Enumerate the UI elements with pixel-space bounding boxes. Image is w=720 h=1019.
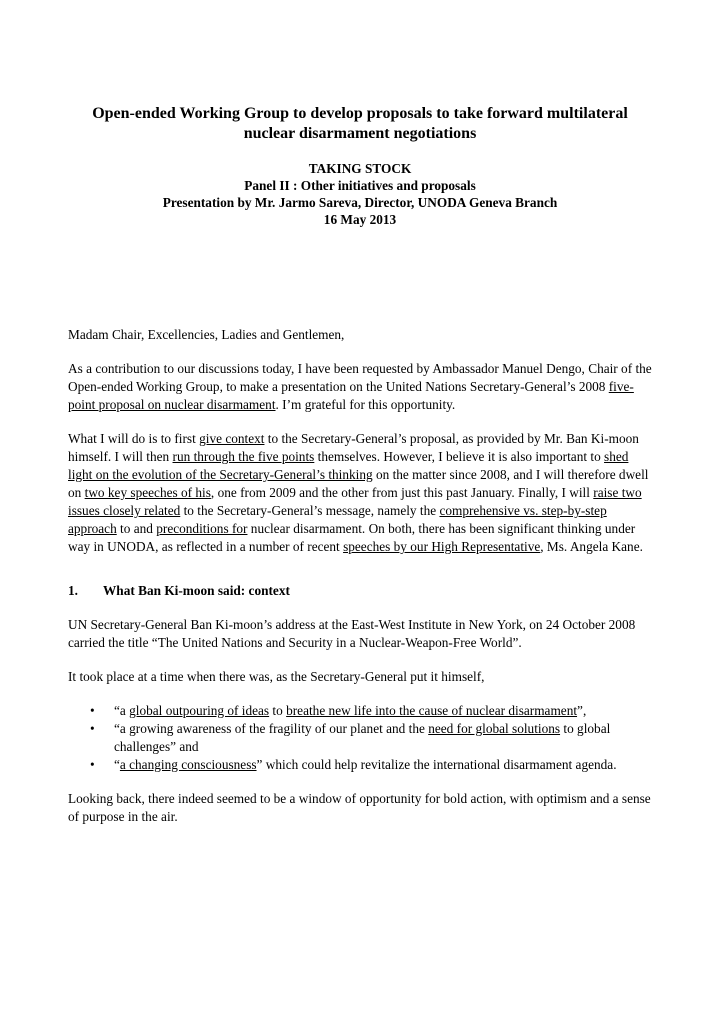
presenter-line: Presentation by Mr. Jarmo Sareva, Director, UNODA Geneva Branch <box>162 195 558 210</box>
list-item: • “a growing awareness of the fragility of our planet and the need for global solutions to global challenges” and <box>114 720 652 756</box>
section-paragraph: UN Secretary-General Ban Ki-moon’s address at the East-West Institute in New York, on 24 October 2008 carried the title “The United Nations and Security in a Nuclear-Weapon-Free World”. <box>68 617 636 650</box>
title-line-2: nuclear disarmament negotiations <box>243 125 477 142</box>
underlined-phrase: preconditions for <box>156 521 248 536</box>
outline-paragraph: What I will do is to first give context to the Secretary-General’s proposal, as provided by Mr. Ban Ki-moon himself. I will then run through the five points themselves. However, I believe it is also important to shed light on the evolution of the Secretary-General’s thinking on the matter since 2008, and I will therefore dwell on two key speeches of his, one from 2009 and the other from just this past January. Finally, I will raise two issues closely related to the Secretary-General’s message, namely the comprehensive vs. step-by-step approach to and preconditions for nuclear disarmament. On both, there has been significant thinking under way in UNODA, as reflected in a number of recent speeches by our High Representative, Ms. Angela Kane. <box>68 431 649 554</box>
quote-list <box>68 702 652 774</box>
list-item: • “a changing consciousness” which could help revitalize the international disarmament agenda. <box>114 756 652 774</box>
subtitle: TAKING STOCK <box>308 161 412 176</box>
document-date: 16 May 2013 <box>323 212 397 227</box>
section-heading <box>68 582 652 600</box>
underlined-phrase: run through the five points <box>172 449 315 464</box>
underlined-phrase: breathe new life into the cause of nuclear disarmament <box>286 703 578 718</box>
underlined-phrase: speeches by our High Representative <box>343 539 541 554</box>
intro-paragraph: As a contribution to our discussions today, I have been requested by Ambassador Manuel Dengo, Chair of the Open-ended Working Group, to make a presentation on the United Nations Secretary-General’s 2008 five-point proposal on nuclear disarmament. I’m grateful for this opportunity. <box>68 361 652 412</box>
panel-name: Panel II : Other initiatives and proposals <box>244 178 476 193</box>
underlined-phrase: comprehensive vs. step-by-step approach <box>68 503 607 536</box>
list-item: • “a global outpouring of ideas to breathe new life into the cause of nuclear disarmament”, <box>114 702 652 720</box>
document-body <box>68 104 652 842</box>
underlined-phrase: need for global solutions <box>428 721 561 736</box>
section-paragraph: Looking back, there indeed seemed to be a window of opportunity for bold action, with optimism and a sense of purpose in the air. <box>68 791 651 824</box>
underlined-phrase: raise two issues closely related <box>68 485 642 518</box>
underlined-phrase: global outpouring of ideas <box>129 703 270 718</box>
section-paragraph: It took place at a time when there was, as the Secretary-General put it himself, <box>68 669 485 684</box>
underlined-phrase: five-point proposal on nuclear disarmament <box>68 379 634 412</box>
underlined-phrase: shed light on the evolution of the Secretary-General’s thinking <box>68 449 629 482</box>
section-title: What Ban Ki-moon said: context <box>103 583 290 598</box>
salutation: Madam Chair, Excellencies, Ladies and Gentlemen, <box>68 327 345 342</box>
underlined-phrase: two key speeches of his <box>84 485 211 500</box>
title-line-1: Open-ended Working Group to develop proposals to take forward multilateral <box>92 105 628 122</box>
document-title <box>68 104 652 144</box>
underlined-phrase: give context <box>199 431 265 446</box>
section-number: 1. <box>68 583 78 598</box>
underlined-phrase: a changing consciousness <box>119 757 257 772</box>
